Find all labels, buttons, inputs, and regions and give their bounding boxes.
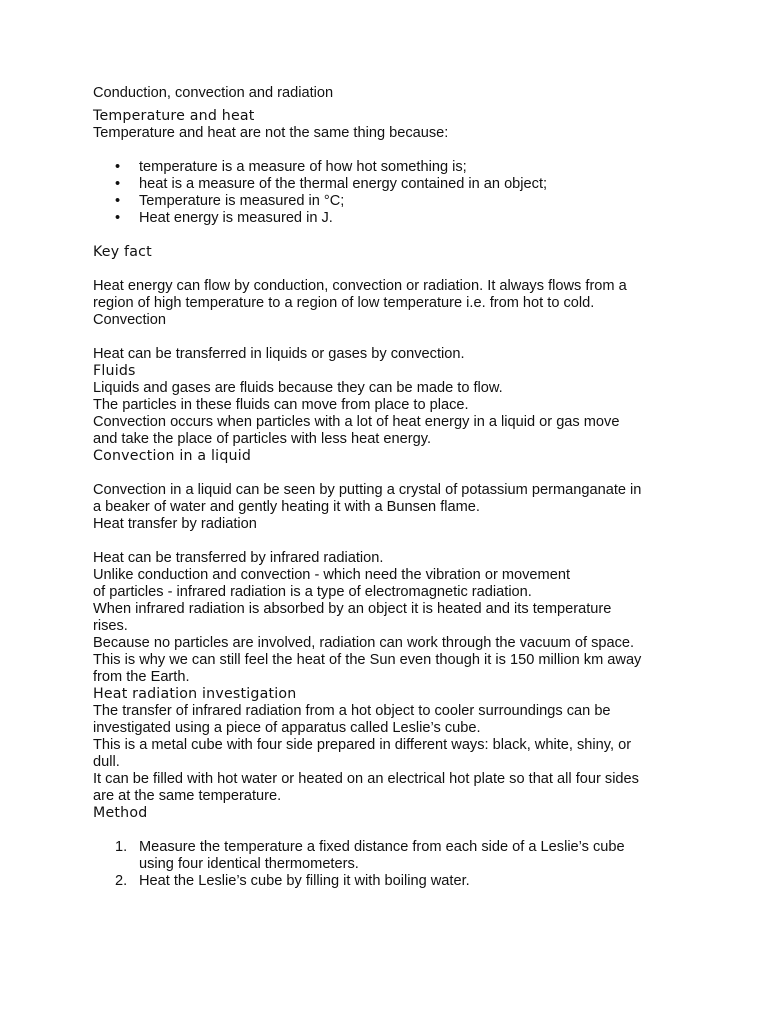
heading-radiation: Heat transfer by radiation	[93, 516, 257, 532]
key-fact-line: Heat energy can flow by conduction, convection or radiation. It always flows from a	[93, 278, 627, 294]
investigation-line: It can be filled with hot water or heated on an electrical hot plate so that all four sides	[93, 771, 639, 787]
bullet-icon: •	[115, 210, 121, 226]
heading-convection-in-liquid: Convection in a liquid	[93, 448, 252, 464]
radiation-line: This is why we can still feel the heat of the Sun even though it is 150 million km away	[93, 652, 642, 668]
convection-liquid-line: a beaker of water and gently heating it with a Bunsen flame.	[93, 499, 480, 515]
investigation-line: This is a metal cube with four side prepared in different ways: black, white, shiny, or	[93, 737, 632, 753]
radiation-line: Unlike conduction and convection - which need the vibration or movement	[93, 567, 570, 583]
investigation-line: dull.	[93, 754, 120, 770]
bullet-icon: •	[115, 159, 121, 175]
list-item: • Temperature is measured in °C;	[115, 193, 345, 209]
bullet-icon: •	[115, 193, 121, 209]
step-number: 2.	[115, 873, 128, 889]
heading-key-fact: Key fact	[93, 244, 152, 260]
radiation-line: When infrared radiation is absorbed by an object it is heated and its temperature	[93, 601, 612, 617]
heading-convection: Convection	[93, 312, 167, 328]
document-title: Conduction, convection and radiation	[93, 85, 334, 101]
convection-liquid-line: Convection in a liquid can be seen by putting a crystal of potassium permanganate in	[93, 482, 642, 498]
radiation-line: rises.	[93, 618, 128, 634]
convection-text: Heat can be transferred in liquids or gases by convection.	[93, 346, 465, 362]
temperature-intro: Temperature and heat are not the same thing because:	[93, 125, 449, 141]
investigation-line: investigated using a piece of apparatus called Leslie’s cube.	[93, 720, 481, 736]
radiation-line: Because no particles are involved, radiation can work through the vacuum of space.	[93, 635, 635, 651]
radiation-line: of particles - infrared radiation is a type of electromagnetic radiation.	[93, 584, 532, 600]
list-item: 2. Heat the Leslie’s cube by filling it with boiling water.	[115, 873, 470, 889]
key-fact-line: region of high temperature to a region of low temperature i.e. from hot to cold.	[93, 295, 595, 311]
fluids-line: Liquids and gases are fluids because they can be made to flow.	[93, 380, 503, 396]
bullet-icon: •	[115, 176, 121, 192]
list-item: 1. Measure the temperature a fixed distance from each side of a Leslie’s cube using four identical thermometers.	[115, 839, 625, 872]
investigation-line: The transfer of infrared radiation from a hot object to cooler surroundings can be	[93, 703, 611, 719]
radiation-line: from the Earth.	[93, 669, 190, 685]
list-item: • Heat energy is measured in J.	[115, 210, 333, 226]
heading-temperature-and-heat: Temperature and heat	[93, 108, 255, 124]
heading-fluids: Fluids	[93, 363, 136, 379]
investigation-line: are at the same temperature.	[93, 788, 282, 804]
fluids-line: and take the place of particles with less heat energy.	[93, 431, 432, 447]
step-number: 1.	[115, 839, 128, 855]
document-page	[93, 85, 693, 890]
fluids-line: Convection occurs when particles with a lot of heat energy in a liquid or gas move	[93, 414, 620, 430]
heading-method: Method	[93, 805, 148, 821]
list-item: • heat is a measure of the thermal energy contained in an object;	[115, 176, 548, 192]
temperature-bullet-list	[93, 159, 693, 227]
method-step-list	[93, 839, 693, 890]
heading-investigation: Heat radiation investigation	[93, 686, 297, 702]
fluids-line: The particles in these fluids can move from place to place.	[93, 397, 469, 413]
list-item: • temperature is a measure of how hot something is;	[115, 159, 467, 175]
radiation-line: Heat can be transferred by infrared radiation.	[93, 550, 384, 566]
